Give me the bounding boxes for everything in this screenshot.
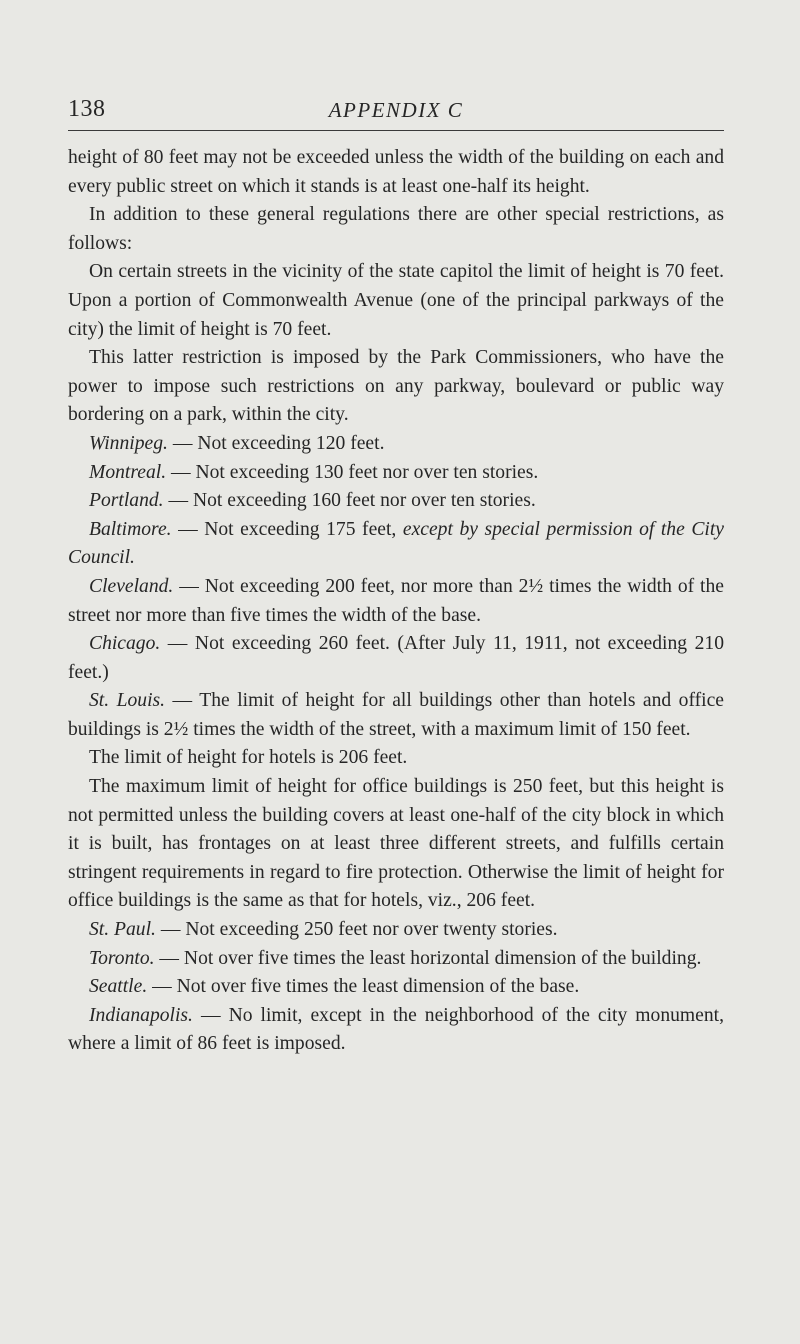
city-name: Portland.: [89, 490, 164, 512]
entry-text: — Not exceeding 120 feet.: [167, 432, 385, 454]
city-entry-portland: [68, 487, 724, 516]
city-entry-seattle: [68, 973, 724, 1002]
entry-text: — The limit of height for all buildings other than hotels and office buildings is 2½ times the width of the street, with a maximum limit of 150 feet.: [68, 690, 725, 740]
paragraph: [68, 258, 724, 344]
entry-text: — Not exceeding 260 feet. (After July 11, 1911, not exceeding 210 feet.): [68, 633, 724, 683]
city-name: Chicago.: [89, 633, 161, 655]
city-entry-chicago: [68, 630, 724, 687]
city-name: Toronto.: [89, 947, 155, 969]
running-title: APPENDIX C: [328, 98, 464, 122]
city-entry-st-louis: [68, 687, 724, 744]
city-name: St. Louis.: [89, 690, 166, 712]
paragraph-text: On certain streets in the vicinity of the state capitol the limit of height is 70 feet. Upon a portion of Commonwealth Avenue (one of the principal parkways of the city) the limit of height is 70 feet.: [68, 261, 724, 340]
paragraph-text: This latter restriction is imposed by the Park Commissioners, who have the power to impose such restrictions on any parkway, boulevard or public way bordering on a park, within the city.: [68, 347, 724, 426]
paragraph: [68, 201, 724, 258]
paragraph: [68, 144, 724, 201]
entry-text: — Not exceeding 200 feet, nor more than 2½ times the width of the street nor more than five times the width of the base.: [68, 575, 724, 626]
paragraph: [68, 773, 724, 916]
entry-text: — Not exceeding 130 feet nor over ten stories.: [166, 461, 539, 483]
entry-text: — No limit, except in the neighborhood of the city monument, where a limit of 86 feet is imposed.: [68, 1004, 724, 1055]
page-number: 138: [68, 96, 106, 122]
paragraph-text: The limit of height for hotels is 206 feet.: [89, 747, 408, 769]
city-entry-indianapolis: [68, 1002, 724, 1059]
city-entry-montreal: [68, 459, 724, 488]
city-entry-baltimore: [68, 516, 724, 573]
city-name: Winnipeg.: [89, 432, 168, 454]
page-body: [68, 144, 724, 1059]
entry-text: — Not exceeding 175 feet,: [171, 518, 403, 540]
paragraph-text: The maximum limit of height for office buildings is 250 feet, but this height is not permitted unless the building covers at least one-half of the city block in which it is built, has frontages on at least three different streets, and fulfills certain stringent requirements in regard to fire protection. Otherwise the limit of height for office buildings is the same as that for hotels, viz., 206 feet.: [68, 776, 724, 912]
entry-italic-text: except by special permission of the City Council.: [68, 518, 724, 569]
entry-text: — Not exceeding 160 feet nor over ten stories.: [163, 490, 536, 512]
entry-text: — Not over five times the least dimension of the base.: [147, 976, 580, 998]
city-name: St. Paul.: [89, 919, 156, 941]
city-entry-cleveland: [68, 573, 724, 630]
entry-text: — Not exceeding 250 feet nor over twenty stories.: [155, 919, 558, 941]
city-entry-winnipeg: [68, 430, 724, 459]
running-head: [68, 96, 724, 131]
city-name: Cleveland.: [89, 575, 174, 597]
paragraph-text: height of 80 feet may not be exceeded unless the width of the building on each and every public street on which it stands is at least one-half its height.: [68, 147, 724, 197]
paragraph: [68, 344, 724, 430]
paragraph-text: In addition to these general regulations there are other special restrictions, as follows:: [68, 204, 724, 254]
city-entry-st-paul: [68, 916, 724, 945]
city-name: Baltimore.: [89, 518, 172, 540]
paragraph: [68, 744, 724, 773]
city-entry-toronto: [68, 945, 724, 974]
entry-text: — Not over five times the least horizontal dimension of the building.: [154, 947, 702, 969]
city-name: Seattle.: [89, 976, 148, 998]
city-name: Montreal.: [89, 461, 167, 483]
city-name: Indianapolis.: [89, 1004, 193, 1026]
